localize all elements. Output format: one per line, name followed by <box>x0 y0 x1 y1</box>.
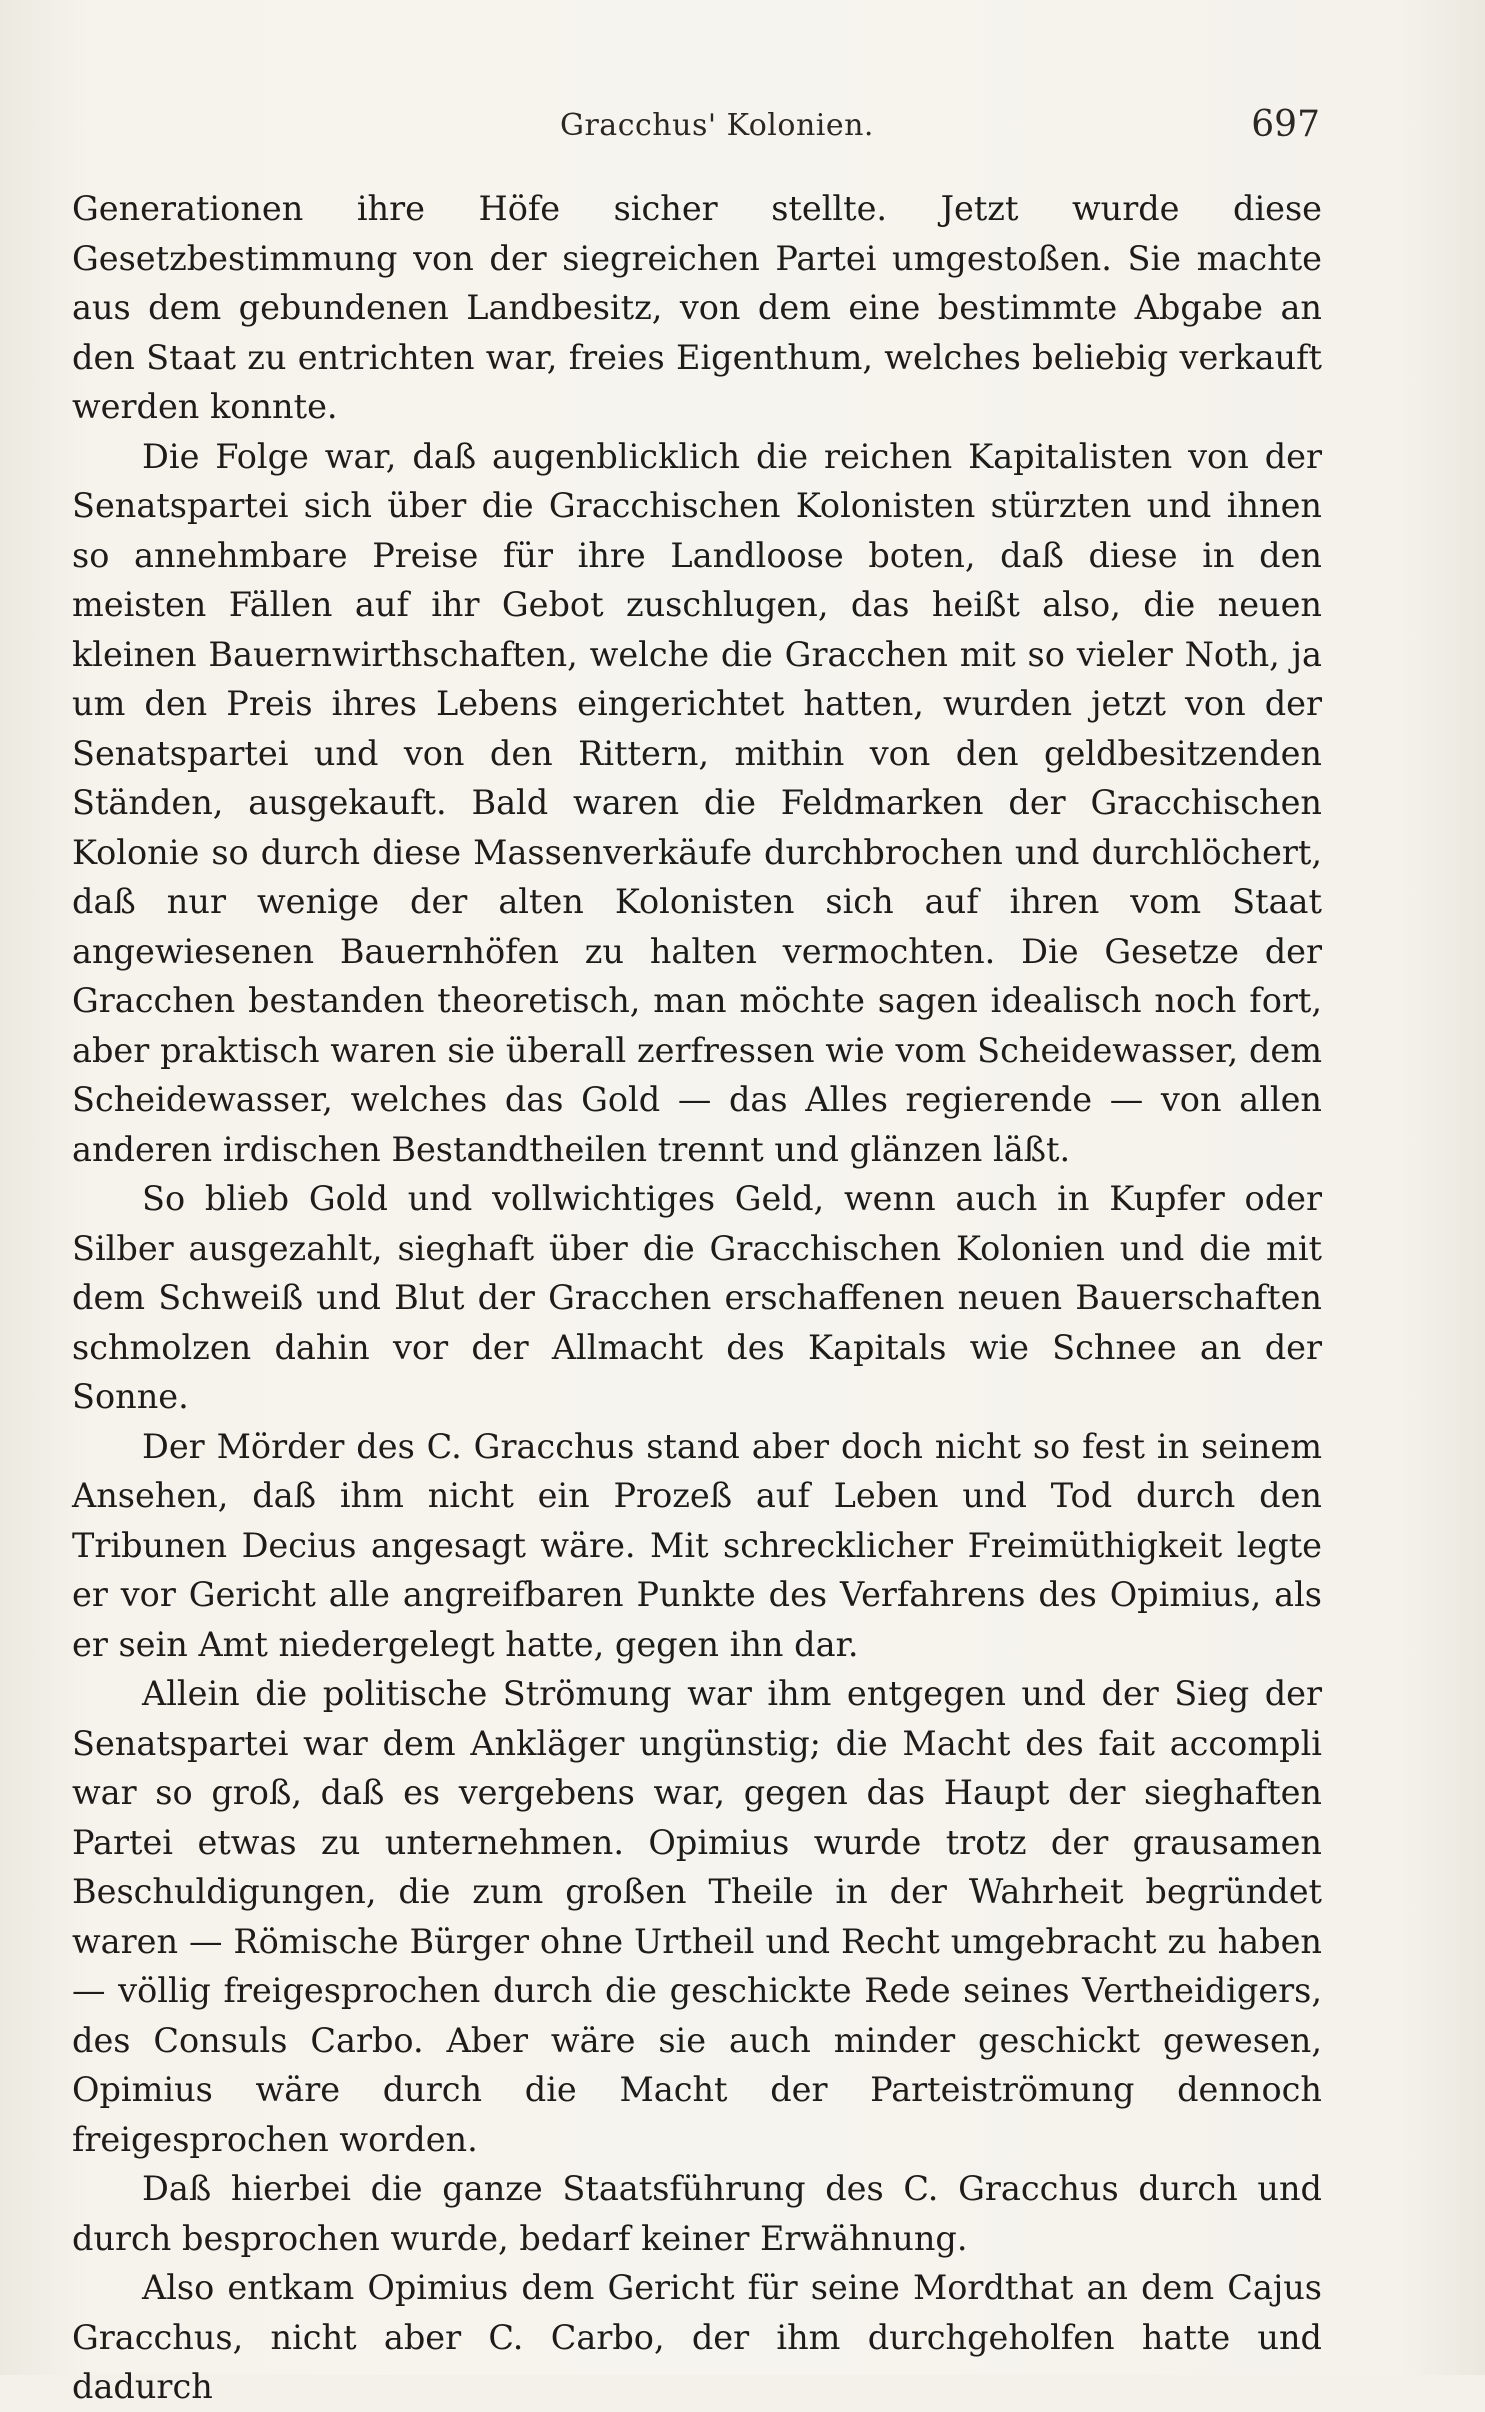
paragraph-continues: Also entkam Opimius dem Gericht für seine Mordthat an dem Cajus Gracchus, nicht aber C. Carbo, der ihm durchgeholfen hatte und dadurch <box>72 2268 1322 2406</box>
paragraph: Allein die politische Strömung war ihm entgegen und der Sieg der Senatspartei war dem Ankläger ungünstig; die Macht des fait accompli war so groß, daß es vergebens war, gegen das Haupt der sieghaften Partei etwas zu unternehmen. Opimius wurde trotz der grausamen Beschuldigungen, die zum großen Theile in der Wahrheit begründet waren — Römische Bürger ohne Urtheil und Recht umgebracht zu haben — völlig freigesprochen durch die geschickte Rede seines Vertheidigers, des Consuls Carbo. Aber wäre sie auch minder geschickt gewesen, Opimius wäre durch die Macht der Parteiströmung dennoch freigesprochen worden. <box>72 1674 1322 2159</box>
body-text <box>72 184 1322 2412</box>
page-number: 697 <box>1251 104 1320 145</box>
paragraph: Daß hierbei die ganze Staatsführung des C. Gracchus durch und durch besprochen wurde, bedarf keiner Erwähnung. <box>72 2169 1322 2258</box>
paragraph: Die Folge war, daß augenblicklich die reichen Kapitalisten von der Senatspartei sich über die Gracchischen Kolonisten stürzten und ihnen so annehmbare Preise für ihre Landloose boten, daß diese in den meisten Fällen auf ihr Gebot zuschlugen, das heißt also, die neuen kleinen Bauernwirthschaften, welche die Gracchen mit so vieler Noth, ja um den Preis ihres Lebens eingerichtet hatten, wurden jetzt von der Senatspartei und von den Rittern, mithin von den geldbesitzenden Ständen, ausgekauft. Bald waren die Feldmarken der Gracchischen Kolonie so durch diese Massenverkäufe durchbrochen und durchlöchert, daß nur wenige der alten Kolonisten sich auf ihren vom Staat angewiesenen Bauernhöfen zu halten vermochten. Die Gesetze der Gracchen bestanden theoretisch, man möchte sagen idealisch noch fort, aber praktisch waren sie überall zerfressen wie vom Scheidewasser, dem Scheidewasser, welches das Gold — das Alles regierende — von allen anderen irdischen Bestandtheilen trennt und glänzen läßt. <box>72 436 1322 1169</box>
paragraph: So blieb Gold und vollwichtiges Geld, wenn auch in Kupfer oder Silber ausgezahlt, sieghaft über die Gracchischen Kolonien und die mit dem Schweiß und Blut der Gracchen erschaffenen neuen Bauerschaften schmolzen dahin vor der Allmacht des Kapitals wie Schnee an der Sonne. <box>72 1179 1322 1416</box>
paragraph: Der Mörder des C. Gracchus stand aber doch nicht so fest in seinem Ansehen, daß ihm nicht ein Prozeß auf Leben und Tod durch den Tribunen Decius angesagt wäre. Mit schrecklicher Freimüthigkeit legte er vor Gericht alle angreifbaren Punkte des Verfahrens des Opimius, als er sein Amt niedergelegt hatte, gegen ihn dar. <box>72 1426 1322 1664</box>
running-head: Gracchus' Kolonien. <box>560 108 874 143</box>
paragraph-continued: Generationen ihre Höfe sicher stellte. Jetzt wurde diese Gesetzbestimmung von der siegreichen Partei umgestoßen. Sie machte aus dem gebundenen Landbesitz, von dem eine bestimmte Abgabe an den Staat zu entrichten war, freies Eigenthum, welches beliebig verkauft werden konnte. <box>72 189 1322 426</box>
